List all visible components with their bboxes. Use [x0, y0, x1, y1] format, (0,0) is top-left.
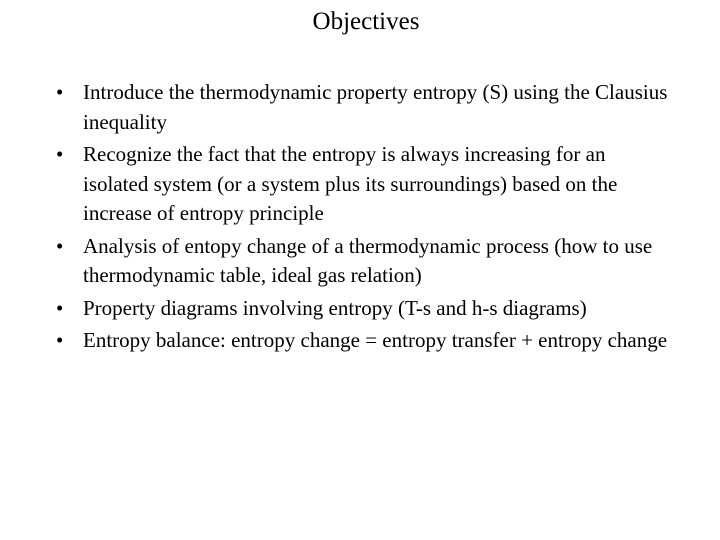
bullet-icon: •	[56, 328, 64, 352]
bullet-text: Entropy balance: entropy change = entropy transfer + entropy change	[83, 328, 668, 352]
bullet-icon: •	[56, 295, 64, 320]
bullet-text: Recognize the fact that the entropy is always increasing for an isolated system (or a system plus its surroundings) based on the increase of entropy principle	[83, 142, 618, 225]
bullet-item	[56, 140, 676, 229]
bullet-text: Property diagrams involving entropy (T-s and h-s diagrams)	[83, 295, 587, 320]
bullet-item	[56, 326, 676, 356]
bullet-icon: •	[56, 233, 64, 258]
slide-title: Objectives	[312, 8, 420, 35]
bullet-text: Introduce the thermodynamic property entropy (S) using the Clausius inequality	[83, 80, 668, 134]
objectives-list	[56, 78, 676, 359]
bullet-item	[56, 78, 676, 137]
bullet-icon: •	[56, 142, 64, 166]
bullet-icon: •	[56, 80, 64, 104]
bullet-item	[56, 294, 676, 324]
bullet-text: Analysis of entopy change of a thermodynamic process (how to use thermodynamic table, ideal gas relation)	[83, 233, 653, 287]
bullet-item	[56, 232, 676, 291]
